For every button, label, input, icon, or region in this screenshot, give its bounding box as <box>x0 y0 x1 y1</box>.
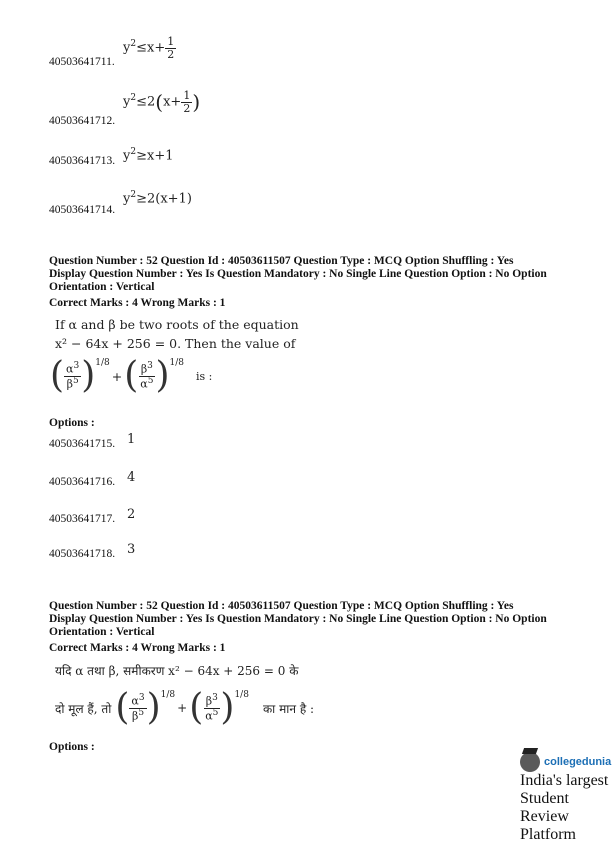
question-header-1 <box>49 255 589 294</box>
options-label: Options : <box>49 741 95 753</box>
marks-line: Correct Marks : 4 Wrong Marks : 1 <box>49 642 226 654</box>
question-header-2 <box>49 600 589 639</box>
option-value: 3 <box>127 542 136 557</box>
option-id: 40503641714. <box>49 204 116 216</box>
logo-tagline: India's largest Student Review Platform <box>520 772 609 843</box>
option-id: 40503641713. <box>49 155 116 167</box>
question-expression: ( $\frac{\alpha^3}{\beta^5}$ ) 1/8 + ( $\frac{\beta^3}{\alpha^5}$ ) 1/8 is : <box>50 355 213 396</box>
option-expression: $y^2\le x+$ $\frac{1}{2}$ <box>123 35 175 61</box>
option-id: 40503641712. <box>49 115 116 127</box>
option-id: 40503641711. <box>49 56 115 68</box>
logo-name: collegedunia <box>544 756 612 768</box>
option-expression: $y^2\le 2(x+$ $\frac{1}{2}$ ) <box>123 89 201 115</box>
option-value: 1 <box>127 432 136 447</box>
hindi-question-expression: दो मूल हैं, तो ( $\frac{\alpha^3}{\beta^5}$ ) 1/8 + ( $\frac{\beta^3}{\alpha^5}$ ) 1/8 का मान है : <box>55 687 315 728</box>
option-expression: $y^2\ge x+1$ <box>123 147 174 164</box>
marks-line: Correct Marks : 4 Wrong Marks : 1 <box>49 297 226 309</box>
hindi-question-text: यदि α तथा β, समीकरण x² − 64x + 256 = 0 के <box>55 664 299 678</box>
hindi-text-post: का मान है : <box>262 701 315 716</box>
option-id: 40503641717. <box>49 513 116 525</box>
question-text: If α and β be two roots of the equation <box>55 317 299 332</box>
option-expression: $y^2\ge 2(x+1)$ <box>123 190 192 207</box>
header-line: Question Number : 52 Question Id : 40503611507 Question Type : MCQ Option Shuffling : Yes <box>49 255 514 267</box>
option-id: 40503641715. <box>49 438 116 450</box>
header-line: Orientation : Vertical <box>49 626 155 638</box>
options-label: Options : <box>49 417 95 429</box>
header-line: Orientation : Vertical <box>49 281 155 293</box>
header-line: Question Number : 52 Question Id : 40503611507 Question Type : MCQ Option Shuffling : Yes <box>49 600 514 612</box>
hindi-text-pre: दो मूल हैं, तो <box>55 701 112 716</box>
header-line: Display Question Number : Yes Is Question Mandatory : No Single Line Question Option : No Option <box>49 268 547 280</box>
question-equation: x² − 64x + 256 = 0. Then the value of <box>55 336 296 351</box>
option-id: 40503641718. <box>49 548 116 560</box>
header-line: Display Question Number : Yes Is Question Mandatory : No Single Line Question Option : No Option <box>49 613 547 625</box>
option-id: 40503641716. <box>49 476 116 488</box>
collegedunia-logo <box>520 752 612 844</box>
graduate-avatar-icon <box>520 752 540 772</box>
option-value: 2 <box>127 507 136 522</box>
is-label: is : <box>195 369 213 383</box>
option-value: 4 <box>127 470 136 485</box>
